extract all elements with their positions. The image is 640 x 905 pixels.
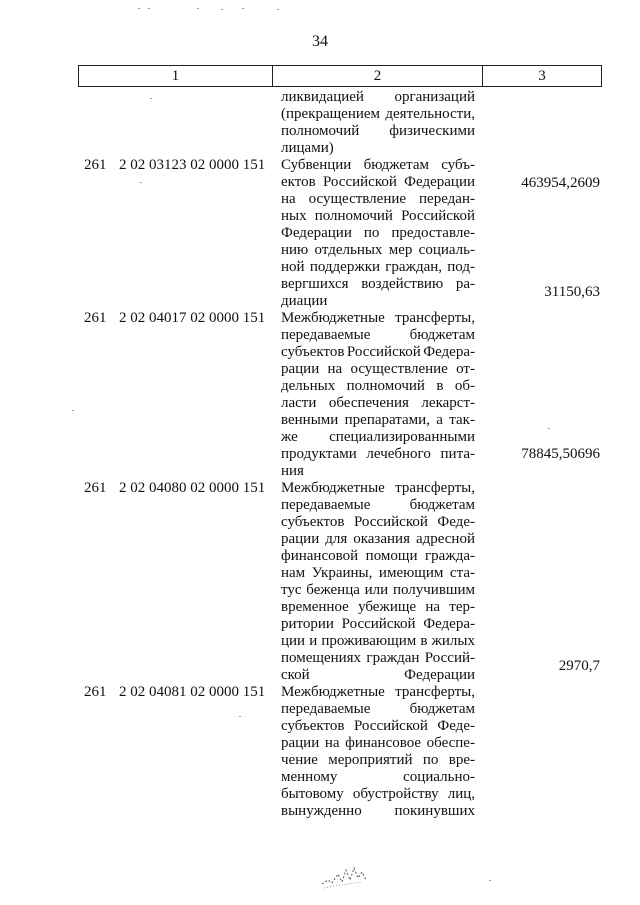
description-line: чение мероприятий по вре- bbox=[281, 752, 475, 768]
description-line: лицами) bbox=[281, 140, 334, 156]
description-line: передаваемые бюджетам bbox=[281, 701, 475, 717]
description-line: ных полномочий Российской bbox=[281, 208, 475, 224]
table-header bbox=[78, 65, 602, 87]
description-line: помещениях граждан Россий- bbox=[281, 650, 475, 666]
description-line: на осуществление передан- bbox=[281, 191, 475, 207]
description-line: ции и проживающим в жилых bbox=[281, 633, 475, 649]
description-line: рации на финансовое обеспе- bbox=[281, 735, 475, 751]
amount: 31150,63 bbox=[544, 284, 600, 300]
amount: 2970,7 bbox=[558, 658, 600, 674]
description-line: передаваемые бюджетам bbox=[281, 497, 475, 513]
header-col-1: 1 bbox=[79, 66, 273, 86]
admin-code: 261 bbox=[84, 684, 107, 700]
description-line: ликвидацией организаций bbox=[281, 89, 475, 105]
description-line: ной поддержки граждан, под- bbox=[281, 259, 475, 275]
description-line: ектов Российской Федерации bbox=[281, 174, 475, 190]
description-line: полномочий физическими bbox=[281, 123, 475, 139]
description-line: ритории Российской Федера- bbox=[281, 616, 475, 632]
description-line: вынужденно покинувших bbox=[281, 803, 475, 819]
description-line: Федерации по предоставле- bbox=[281, 225, 475, 241]
amount: 78845,50696 bbox=[521, 446, 600, 462]
description-line: субъектов Российской Федера- bbox=[281, 344, 475, 360]
description-line: ния bbox=[281, 463, 304, 479]
description-line: субъектов Российской Феде- bbox=[281, 514, 475, 530]
admin-code: 261 bbox=[84, 310, 107, 326]
description-line: менному социально- bbox=[281, 769, 475, 785]
description-line: (прекращением деятельности, bbox=[281, 106, 475, 122]
description-line: субъектов Российской Феде- bbox=[281, 718, 475, 734]
description-line: ласти обеспечения лекарст- bbox=[281, 395, 475, 411]
description-line: рации на осуществление от- bbox=[281, 361, 475, 377]
description-line: ской Федерации bbox=[281, 667, 475, 683]
signature-scribble bbox=[318, 858, 378, 892]
kbk-code: 2 02 03123 02 0000 151 bbox=[119, 157, 266, 173]
header-col-3: 3 bbox=[538, 67, 546, 84]
kbk-code: 2 02 04080 02 0000 151 bbox=[119, 480, 266, 496]
description-line: передаваемые бюджетам bbox=[281, 327, 475, 343]
description-line: временное убежище на тер- bbox=[281, 599, 475, 615]
description-line: диации bbox=[281, 293, 328, 309]
page-number: 34 bbox=[312, 33, 328, 50]
description-line: нию отдельных мер социаль- bbox=[281, 242, 475, 258]
kbk-code: 2 02 04017 02 0000 151 bbox=[119, 310, 266, 326]
description-line: дельных полномочий в об- bbox=[281, 378, 475, 394]
admin-code: 261 bbox=[84, 157, 107, 173]
description-line: тус беженца или получившим bbox=[281, 582, 475, 598]
amount: 463954,2609 bbox=[521, 175, 600, 191]
kbk-code: 2 02 04081 02 0000 151 bbox=[119, 684, 266, 700]
description-line: Межбюджетные трансферты, bbox=[281, 684, 475, 700]
description-line: же специализированными bbox=[281, 429, 475, 445]
description-line: Межбюджетные трансферты, bbox=[281, 310, 475, 326]
description-line: Межбюджетные трансферты, bbox=[281, 480, 475, 496]
admin-code: 261 bbox=[84, 480, 107, 496]
description-line: бытовому обустройству лиц, bbox=[281, 786, 475, 802]
description-line: финансовой помощи гражда- bbox=[281, 548, 475, 564]
description-line: рации для оказания адресной bbox=[281, 531, 475, 547]
description-line: венными препаратами, а так- bbox=[281, 412, 475, 428]
description-line: Субвенции бюджетам субъ- bbox=[281, 157, 475, 173]
header-col-2: 2 bbox=[273, 66, 483, 86]
description-line: вергшихся воздействию ра- bbox=[281, 276, 475, 292]
description-line: продуктами лечебного пита- bbox=[281, 446, 475, 462]
description-line: нам Украины, имеющим ста- bbox=[281, 565, 475, 581]
